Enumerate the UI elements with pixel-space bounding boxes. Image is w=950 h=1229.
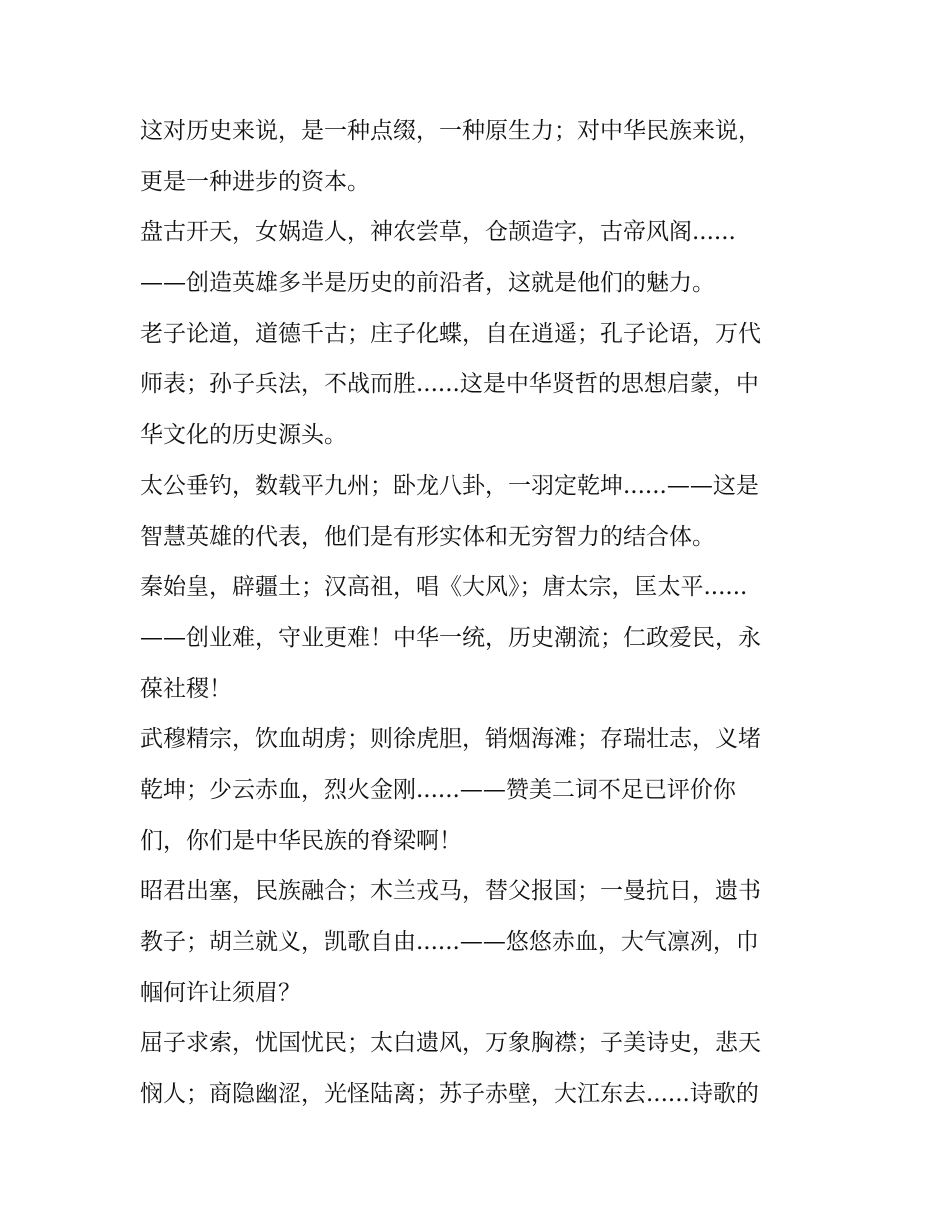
text-line: 太公垂钓，数载平九州；卧龙八卦，一羽定乾坤......——这是 xyxy=(140,472,759,499)
text-line: 屈子求索，忧国忧民；太白遗风，万象胸襟；子美诗史，悲天 xyxy=(140,1030,761,1057)
text-line: 这对历史来说，是一种点缀，一种原生力；对中华民族来说， xyxy=(140,118,761,144)
text-line: 悯人；商隐幽涩，光怪陆离；苏子赤壁，大江东去......诗歌的 xyxy=(140,1081,759,1108)
text-line: ——创业难，守业更难！中华一统，历史潮流；仁政爱民，永 xyxy=(140,624,761,651)
text-line: 盘古开天，女娲造人，神农尝草，仓颉造字，古帝风阁...... xyxy=(140,219,736,246)
text-line: 老子论道，道德千古；庄子化蝶，自在逍遥；孔子论语，万代 xyxy=(140,320,761,347)
text-line: 秦始皇，辟疆土；汉高祖，唱《大风》；唐太宗，匡太平...... xyxy=(140,574,748,601)
text-line: 教子；胡兰就义，凯歌自由......——悠悠赤血，大气凛冽，巾 xyxy=(140,929,759,955)
text-line: 武穆精宗，饮血胡虏；则徐虎胆，销烟海滩；存瑞壮志，义堵 xyxy=(140,726,761,753)
text-line: 师表；孙子兵法，不战而胜......这是中华贤哲的思想启蒙，中 xyxy=(140,371,759,398)
text-line: 智慧英雄的代表，他们是有形实体和无穷智力的结合体。 xyxy=(140,523,715,550)
text-line: 们，你们是中华民族的脊梁啊！ xyxy=(140,827,462,854)
text-line: 更是一种进步的资本。 xyxy=(140,168,370,195)
essay-text-block xyxy=(140,106,820,1120)
text-line: 乾坤；少云赤血，烈火金刚......——赞美二词不足已评价你 xyxy=(140,776,736,803)
text-line: 昭君出塞，民族融合；木兰戎马，替父报国；一曼抗日，遗书 xyxy=(140,878,761,905)
text-line: 华文化的历史源头。 xyxy=(140,422,347,449)
text-line: 葆社稷！ xyxy=(140,675,232,702)
text-line: ——创造英雄多半是历史的前沿者，这就是他们的魅力。 xyxy=(140,270,715,297)
text-line: 帼何许让须眉？ xyxy=(140,979,301,1006)
